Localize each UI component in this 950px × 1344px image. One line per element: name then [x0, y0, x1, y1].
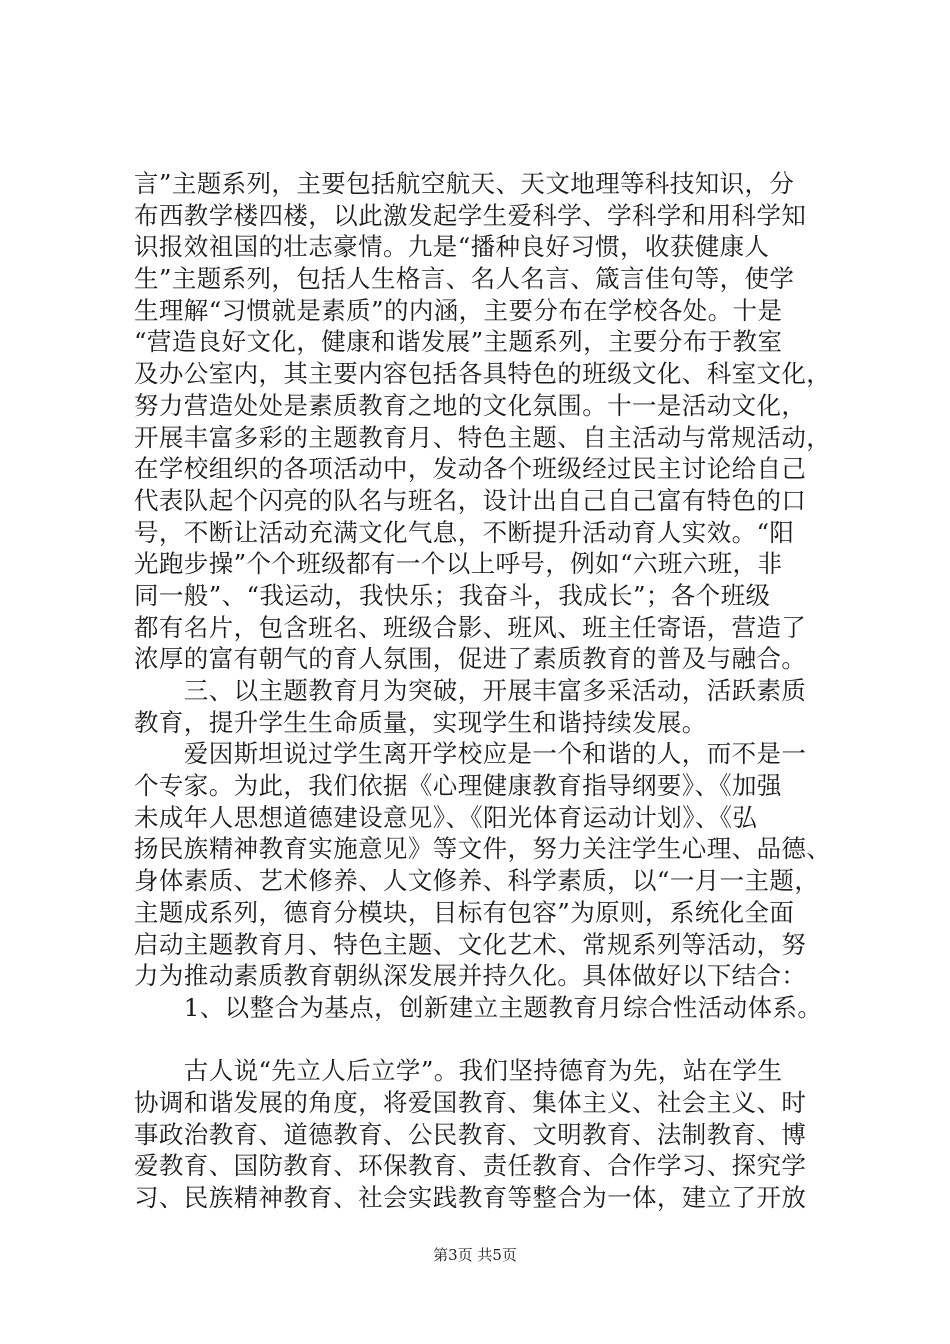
text-line: 布西教学楼四楼，以此激发起学生爱科学、学科学和用科学知 — [134, 200, 807, 230]
text-line: 爱因斯坦说过学生离开学校应是一个和谐的人，而不是一 — [134, 739, 807, 769]
text-line: 未成年人思想道德建设意见》、《阳光体育运动计划》、《弘 — [134, 802, 758, 832]
text-line: 在学校组织的各项活动中，发动各个班级经过民主讨论给自己 — [134, 454, 807, 484]
text-line: 个专家。为此，我们依据《心理健康教育指导纲要》、《加强 — [134, 771, 782, 801]
text-line: 言”主题系列，主要包括航空航天、天文地理等科技知识，分 — [134, 169, 795, 198]
text-line: “营造良好文化，健康和谐发展”主题系列，主要分布于教室 — [134, 327, 783, 357]
text-line: 代表队起个闪亮的队名与班名，设计出自己自己富有特色的口 — [134, 485, 807, 515]
text-line: 习、民族精神教育、社会实践教育等整合为一体，建立了开放 — [134, 1183, 807, 1212]
document-body — [134, 168, 834, 1214]
text-line: 协调和谐发展的角度，将爱国教育、集体主义、社会主义、时 — [134, 1087, 807, 1117]
text-line: 启动主题教育月、特色主题、文化艺术、常规系列等活动，努 — [134, 929, 807, 959]
text-line: 扬民族精神教育实施意见》等文件，努力关注学生心理、品德、 — [134, 834, 832, 864]
text-line: 主题成系列，德育分模块，目标有包容”为原则，系统化全面 — [134, 897, 795, 927]
text-line: 爱教育、国防教育、环保教育、责任教育、合作学习、探究学 — [134, 1151, 807, 1181]
text-line: 及办公室内，其主要内容包括各具特色的班级文化、科室文化， — [134, 359, 832, 389]
text-line: 身体素质、艺术修养、人文修养、科学素质，以“一月一主题， — [134, 866, 820, 896]
text-line: 1、以整合为基点，创新建立主题教育月综合性活动体系。 — [134, 992, 823, 1022]
text-line: 光跑步操”个个班级都有一个以上呼号，例如“六班六班，非 — [134, 549, 783, 579]
text-line: 号，不断让活动充满文化气息，不断提升活动育人实效。“阳 — [134, 517, 795, 547]
text-line: 三、以主题教育月为突破，开展丰富多采活动，活跃素质 — [134, 676, 807, 705]
text-line: 生”主题系列，包括人生格言、名人名言、箴言佳句等，使学 — [134, 264, 795, 294]
text-line: 努力营造处处是素质教育之地的文化氛围。十一是活动文化， — [134, 390, 807, 420]
text-line: 教育，提升学生生命质量，实现学生和谐持续发展。 — [134, 707, 707, 737]
blank-line — [134, 1024, 834, 1056]
text-line: 开展丰富多彩的主题教育月、特色主题、自主活动与常规活动， — [134, 422, 832, 452]
text-line: 浓厚的富有朝气的育人氛围，促进了素质教育的普及与融合。 — [134, 644, 807, 674]
text-line: 都有名片，包含班名、班级合影、班风、班主任寄语，营造了 — [134, 612, 807, 642]
text-line: 同一般”、“我运动，我快乐；我奋斗，我成长”；各个班级 — [134, 580, 771, 610]
text-line: 古人说“先立人后立学”。我们坚持德育为先，站在学生 — [134, 1056, 783, 1086]
text-line: 识报效祖国的壮志豪情。九是“播种良好习惯，收获健康人 — [134, 232, 770, 262]
text-line: 生理解“习惯就是素质”的内涵，主要分布在学校各处。十是 — [134, 295, 783, 325]
text-line: 事政治教育、道德教育、公民教育、文明教育、法制教育、博 — [134, 1119, 807, 1149]
text-line: 力为推动素质教育朝纵深发展并持久化。具体做好以下结合： — [134, 961, 807, 991]
page-footer: 第3页 共5页 — [433, 1246, 517, 1264]
